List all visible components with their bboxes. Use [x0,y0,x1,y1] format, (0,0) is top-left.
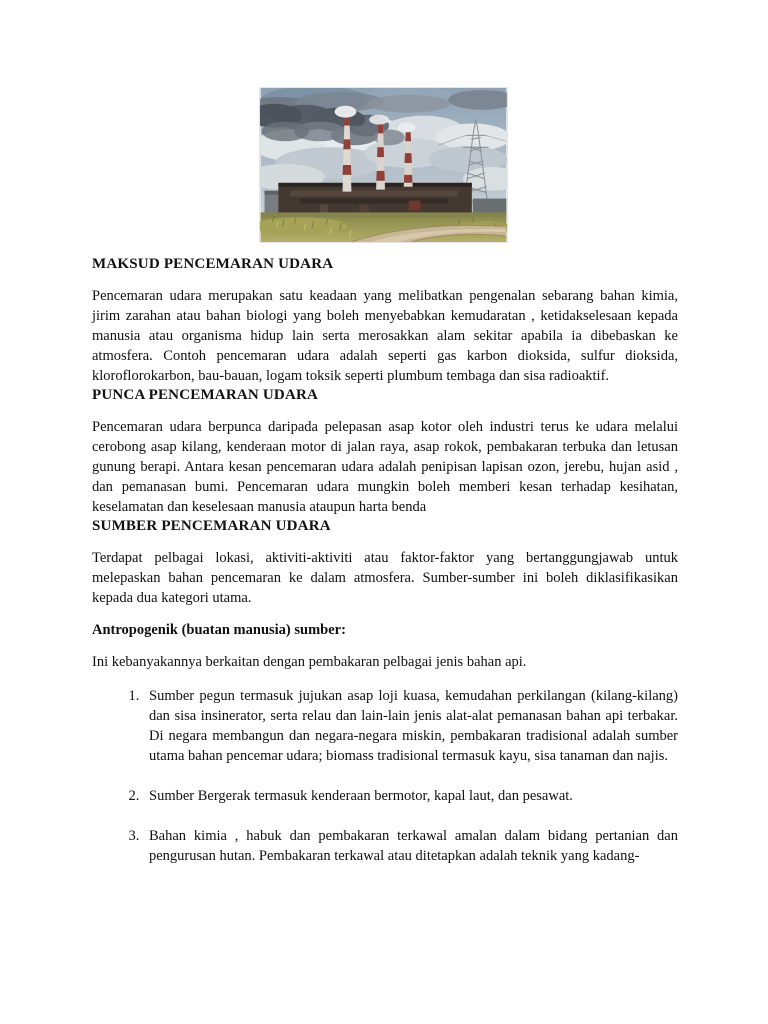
section-body-punca: Pencemaran udara berpunca daripada pelepasan asap kotor oleh industri terus ke udara melalui cerobong asap kilang, kenderaan motor di jalan raya, asap rokok, pembakaran terbuka dan letusan gunung berapi. Antara kesan pencemaran udara adalah penipisan lapisan ozon, jerebu, hujan asid , dan pemanasan bumi. Pencemaran udara mungkin boleh memberi kesan terhadap kesihatan, keselamatan dan keselesaan manusia ataupun harta benda [92,419,678,515]
section-body-maksud: Pencemaran udara merupakan satu keadaan yang melibatkan pengenalan sebarang bahan kimia, jirim zarahan atau bahan biologi yang boleh menyebabkan kemudaratan , ketidakselesaan kepada manusia atau organisma hidup lain serta merosakkan alam sekitar apabila ia dibebaskan ke atmosfera. Contoh pencemaran udara adalah seperti gas karbon dioksida, sulfur dioksida, kloroflorokarbon, bau-bauan, logam toksik seperti plumbum tembaga dan sisa radioaktif. [92,288,678,384]
section-heading-maksud: MAKSUD PENCEMARAN UDARA [92,256,334,272]
power-plant-photo [259,87,508,243]
section-body-sumber: Terdapat pelbagai lokasi, aktiviti-aktiviti atau faktor-faktor yang bertanggungjawab untuk melepaskan bahan pencemaran ke dalam atmosfera. Sumber-sumber ini boleh diklasifikasikan kepada dua kategori utama. [92,550,678,606]
subheading-antropogenik: Antropogenik (buatan manusia) sumber: [92,622,346,638]
antropogenik-intro: Ini kebanyakannya berkaitan dengan pembakaran pelbagai jenis bahan api. [92,654,527,670]
list-item-stationary-sources: 1. Sumber pegun termasuk jujukan asap loji kuasa, kemudahan perkilangan (kilang-kilang) dan sisa insinerator, serta relau dan lain-lain jenis alat-alat pemanasan bahan api terbakar. Di negara membangun dan negara-negara miskin, pembakaran tradisional adalah sumber utama bahan pencemar udara; biomass tradisional termasuk kayu, sisa tanaman dan najis. [143,686,678,766]
power-plant-photo-art [260,88,507,242]
section-heading-punca: PUNCA PENCEMARAN UDARA [92,387,319,403]
section-heading-sumber: SUMBER PENCEMARAN UDARA [92,518,331,534]
source-list [92,686,678,866]
list-item-mobile-sources: 2. Sumber Bergerak termasuk kenderaan bermotor, kapal laut, dan pesawat. [143,786,678,806]
list-item-chemicals-dust: 3. Bahan kimia , habuk dan pembakaran terkawal amalan dalam bidang pertanian dan pengurusan hutan. Pembakaran terkawal atau ditetapkan adalah teknik yang kadang- [143,826,678,866]
document-content [92,255,678,866]
